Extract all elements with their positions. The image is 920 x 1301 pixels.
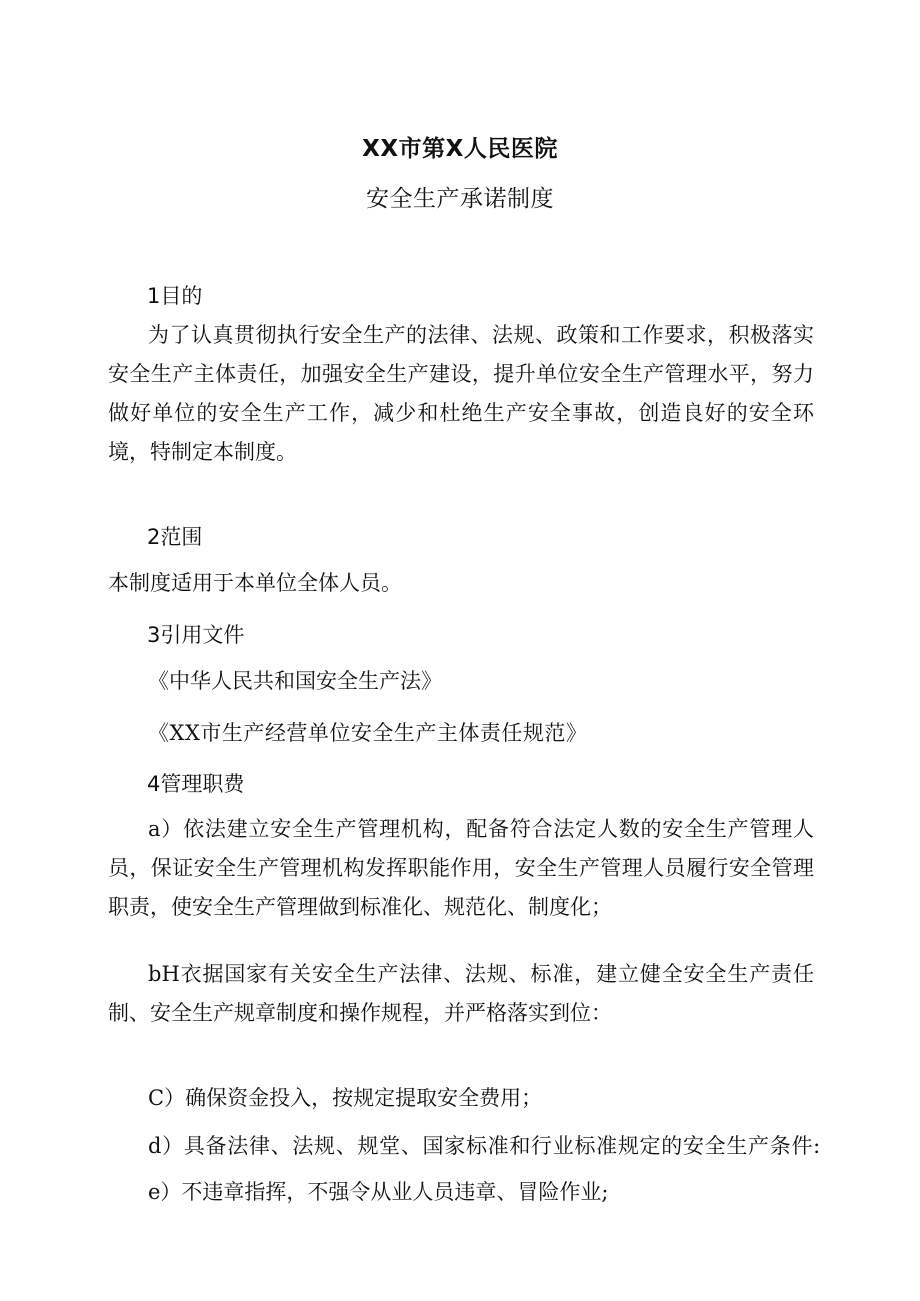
reference-item: 《XX市生产经营单位安全生产主体责任规范》 xyxy=(148,721,588,745)
duty-item-c: C）确保资金投入，按规定提取安全费用； xyxy=(148,1086,543,1110)
document-subtitle: 安全生产承诺制度 xyxy=(366,186,554,212)
duty-item-e: e）不违章指挥，不强令从业人员违章、冒险作业; xyxy=(148,1180,609,1204)
section-heading-duties: 4管理职费 xyxy=(147,772,245,796)
scope-paragraph: 本制度适用于本单位全体人员。 xyxy=(108,571,402,595)
section-heading-scope: 2范围 xyxy=(147,525,203,549)
duty-item-d: d）具备法律、法规、规堂、国家标准和行业标准规定的安全生产条件: xyxy=(148,1134,821,1158)
section-heading-purpose: 1目的 xyxy=(147,284,203,308)
duty-item-b: bH衣据国家有关安全生产法律、法规、标准，建立健全安全生产责任制、安全生产规章制度和操作规程，并严格落实到位： xyxy=(108,962,814,1025)
section-heading-references: 3引用文件 xyxy=(147,623,245,647)
duty-item-a: a）依法建立安全生产管理机构，配备符合法定人数的安全生产管理人员，保证安全生产管理机构发挥职能作用，安全生产管理人员履行安全管理职责，使安全生产管理做到标准化、规范化、制度化； xyxy=(108,817,814,919)
purpose-paragraph: 为了认真贯彻执行安全生产的法律、法规、政策和工作要求，积极落实安全生产主体责任，加强安全生产建设，提升单位安全生产管理水平，努力做好单位的安全生产工作，减少和杜绝生产安全事故，创造良好的安全环境，特制定本制度。 xyxy=(108,323,814,464)
document-title: XX市第X人民医院 xyxy=(362,136,558,162)
reference-item: 《中华人民共和国安全生产法》 xyxy=(148,669,442,693)
